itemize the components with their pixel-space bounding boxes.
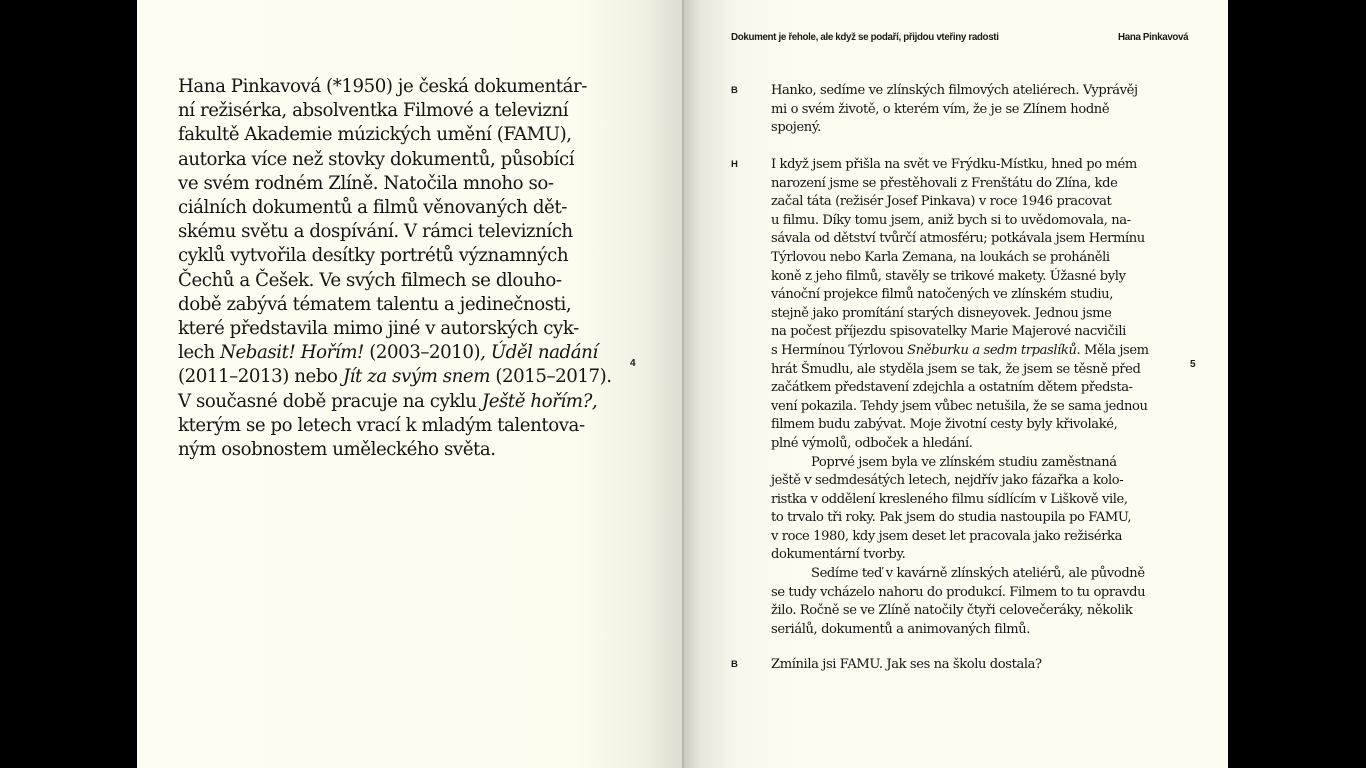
text-line: hrát Šmudlu, ale styděla jsem se tak, že jsem se těsně před [771,361,1141,377]
answer-fragment: . Měla jsem [1076,342,1149,358]
bio-line: ciálních dokumentů a filmů věnovaných dět- [178,197,567,219]
text-line: Zmínila jsi FAMU. Jak ses na školu dostala? [771,657,1042,672]
bio-line: které představila mimo jiné v autorských cyk- [178,318,579,340]
book-gutter [682,0,684,768]
page-number-right: 5 [1190,359,1196,370]
text-line: I když jsem přišla na svět ve Frýdku-Místku, hned po mém [771,157,1137,172]
text-line: u filmu. Díky tomu jsem, aniž bych si to uvědomovala, na- [771,212,1131,228]
text-line: ještě v sedmdesátých letech, nejdřív jako fázařka a kolo- [771,473,1124,489]
page-number-left: 4 [630,358,636,369]
text-line: vánoční projekce filmů natočených ve zlínském studiu, [771,287,1113,303]
bio-text: (2015–2017). [490,366,612,388]
bio-line: ným osobnostem uměleckého světa. [178,439,496,461]
film-title: Sněburku a sedm trpaslíků [907,342,1077,358]
bio-line: době zabývá tématem talentu a jedinečnosti, [178,293,572,315]
text-line: na počest příjezdu spisovatelky Marie Majerové nacvičili [771,324,1126,340]
text-line: v roce 1980, kdy jsem deset let pracovala jako režisérka [771,528,1122,544]
text-line: sávala od dětství tvůrčí atmosféru; potkávala jsem Hermínu [771,231,1145,247]
bio-line: fakultě Akademie múzických umění (FAMU), [178,124,572,146]
bio-line: ve svém rodném Zlíně. Natočila mnoho so- [178,172,554,194]
bio-line [178,341,598,365]
bio-text: lech [178,342,221,364]
text-line: žilo. Ročně se ve Zlíně natočily čtyři celovečeráky, několik [771,603,1133,619]
bio-line: skému světu a dospívání. V rámci televizních [178,221,573,243]
film-title: Jít za svým snem [342,366,491,388]
bio-text: (2011–2013) nebo [178,366,343,388]
text-line: spojený. [771,120,821,136]
bio-text: (2003–2010) [363,342,481,364]
biography-paragraph [178,75,612,462]
text-line: ristka v oddělení kresleného filmu sídlícím v Liškově vile, [771,491,1128,507]
bio-line: Hana Pinkavová (*1950) je česká dokumentár- [178,76,587,97]
speaker-label: B [731,659,738,670]
text-line: Hanko, sedíme ve zlínských filmových ateliérech. Vyprávěj [771,83,1138,98]
text-line: vení pokazila. Tehdy jsem vůbec netušila, že se sama jednou [771,398,1148,414]
bio-line [178,390,598,414]
bio-line: ní režisérka, absolventka Filmové a televizní [178,100,569,122]
running-head-author: Hana Pinkavová [1118,32,1189,43]
running-head-title: Dokument je řehole, ale když se podaří, přijdou vteřiny radosti [731,32,999,43]
film-title: Nebasit! Hořím! [220,342,364,364]
text-line: to trvalo tři roky. Pak jsem do studia nastoupila po FAMU, [771,510,1132,526]
book-spread [137,0,1228,768]
text-line [771,342,1151,361]
text-line: Týrlovou nebo Karla Zemana, na loukách se proháněli [771,249,1110,265]
speaker-label: H [731,159,738,170]
text-line: Sedíme teď v kavárně zlínských ateliérů, ale původně [811,566,1145,582]
text-line: stejně jako promítání starých disneyovek. Jednou jsme [771,305,1112,321]
text-line: se tudy vcházelo nahoru do produkcí. Filmem to tu opravdu [771,584,1146,600]
text-line: koně z jeho filmů, stavěly se trikové makety. Úžasné byly [771,268,1126,284]
bio-line [178,365,612,389]
text-line: narození jsme se přestěhovali z Frenštátu do Zlína, kde [771,175,1118,191]
bio-line: autorka více než stovky dokumentů, působící [178,148,575,170]
text-line: dokumentární tvorby. [771,547,906,563]
left-page [137,0,683,768]
film-title: , Úděl nadání [480,342,598,364]
bio-line: cyklů vytvořila desítky portrétů významných [178,245,569,267]
question-text [771,82,1151,138]
bio-line: Čechů a Češek. Ve svých filmech se dlouho- [178,269,562,291]
text-line: Poprvé jsem byla ve zlínském studiu zaměstnaná [811,454,1117,470]
text-line: mi o svém životě, o kterém vím, že je se Zlínem hodně [771,101,1110,117]
speaker-label: B [731,85,738,96]
text-line: začátkem představení zdejchla a ostatním dětem předsta- [771,380,1133,396]
bio-text: V současné době pracuje na cyklu [178,390,482,412]
answer-fragment: s Hermínou Týrlovou [771,342,908,358]
answer-text [771,156,1151,639]
film-title: Ještě hořím?, [481,390,598,412]
text-line: seriálů, dokumentů a animovaných filmů. [771,621,1031,637]
question-text [771,656,1151,675]
text-line: filmem budu zabývat. Moje životní cesty byly křivolaké, [771,417,1118,433]
bio-line: kterým se po letech vrací k mladým talentova- [178,414,585,436]
text-line: plné výmolů, odboček a hledání. [771,435,973,451]
text-line: začal táta (režisér Josef Pinkava) v roce 1946 pracovat [771,194,1112,210]
right-page [683,0,1228,768]
